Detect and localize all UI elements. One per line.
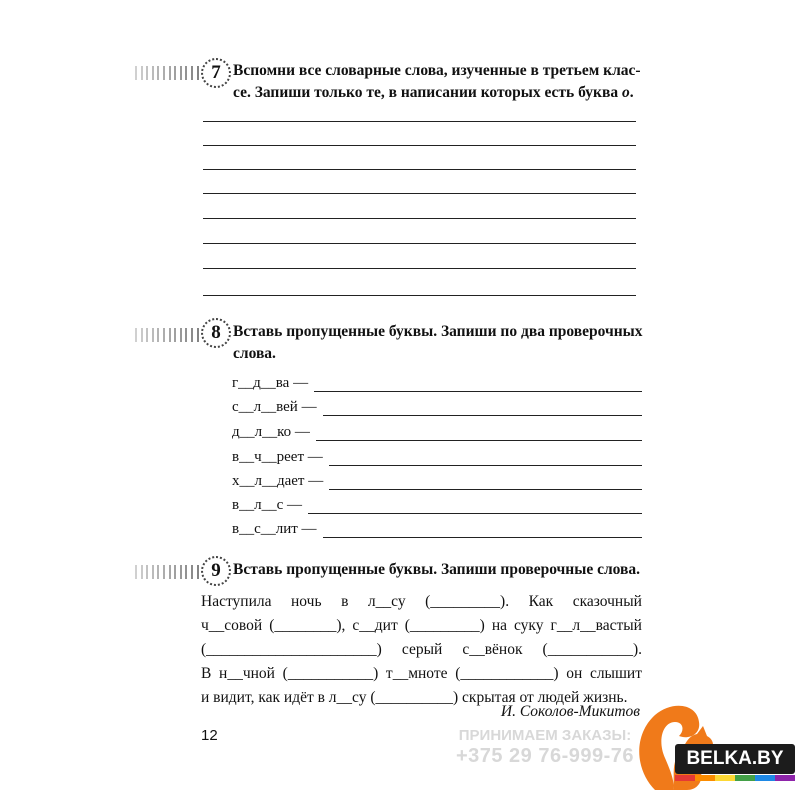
paragraph-word: л__су [367, 593, 406, 610]
paragraph-word: Наступила [201, 593, 272, 610]
word-with-gaps: х__л__дает — [232, 473, 324, 489]
word-with-gaps: с__л__вей — [232, 399, 317, 415]
stripe [141, 565, 143, 579]
paragraph-word: на [491, 617, 507, 634]
word-with-gaps: в__с__лит — [232, 521, 317, 537]
paragraph-word: с__дит [352, 617, 398, 634]
stripe [135, 565, 137, 579]
paragraph-word: (___________). [542, 641, 642, 658]
word-with-gaps: в__ч__реет — [232, 449, 323, 465]
task-number-badge: 7 [201, 58, 231, 88]
stripe [157, 565, 159, 579]
answer-line[interactable] [203, 295, 636, 296]
paragraph-word: он [566, 665, 583, 682]
answer-line[interactable] [203, 218, 636, 219]
paragraph-word: слышит [589, 665, 642, 682]
answer-line[interactable] [314, 379, 642, 392]
stripe [180, 328, 182, 342]
paragraph-word: и видит, как идёт в л__су (__________) скрытая от людей жизнь. [201, 689, 628, 706]
answer-line[interactable] [203, 121, 636, 122]
stripe [157, 66, 159, 80]
task-7-instruction [233, 60, 641, 104]
task-8-instruction [233, 321, 642, 365]
stripe [191, 565, 193, 579]
stripe [174, 66, 176, 80]
paragraph-word: Как [528, 593, 554, 610]
watermark-phone: +375 29 76-999-76 [455, 745, 635, 767]
word-row [232, 518, 642, 538]
paragraph-word: в [341, 593, 349, 610]
answer-line[interactable] [323, 525, 642, 538]
stripe [141, 328, 143, 342]
task-7-letter: о [621, 84, 630, 101]
word-row [232, 396, 642, 416]
stripe [157, 328, 159, 342]
answer-line[interactable] [308, 501, 642, 514]
paragraph-line [201, 662, 642, 686]
answer-line[interactable] [203, 193, 636, 194]
word-with-gaps: г__д__ва — [232, 375, 309, 391]
paragraph-word: (____________) [455, 665, 559, 682]
task-marker-stripes [135, 328, 201, 342]
word-row [232, 372, 642, 392]
stripe [152, 565, 154, 579]
stripe [174, 565, 176, 579]
word-row [232, 421, 642, 441]
stripe [163, 328, 165, 342]
stripe [163, 66, 165, 80]
stripe [185, 328, 187, 342]
stripe [152, 66, 154, 80]
paragraph-word: с__вёнок [462, 641, 523, 658]
stripe [197, 565, 199, 579]
task-7-line-2: се. Запиши только те, в написании которых есть буква о. [233, 84, 634, 101]
task-number-badge: 9 [201, 556, 231, 586]
word-with-gaps: д__л__ко — [232, 424, 310, 440]
stripe [191, 66, 193, 80]
task-7-line-1: Вспомни все словарные слова, изученные в третьем клас- [233, 62, 641, 79]
stripe [135, 66, 137, 80]
brand-rainbow-stripe [675, 775, 795, 781]
answer-line[interactable] [203, 169, 636, 170]
task-number-badge: 8 [201, 318, 231, 348]
stripe [197, 328, 199, 342]
task-8-line-1: Вставь пропущенные буквы. Запиши по два проверочных [233, 323, 643, 340]
answer-line[interactable] [316, 428, 642, 441]
paragraph-word: В [201, 665, 212, 682]
stripe [197, 66, 199, 80]
answer-line[interactable] [329, 453, 642, 466]
task-9-line-1: Вставь пропущенные буквы. Запиши проверочные слова. [233, 561, 641, 578]
task-marker-stripes [135, 66, 201, 80]
stripe [180, 565, 182, 579]
paragraph-word: (_________). [425, 593, 510, 610]
answer-line[interactable] [323, 403, 642, 416]
stripe [135, 328, 137, 342]
paragraph-word: (_________) [404, 617, 485, 634]
task-9-instruction [233, 559, 640, 581]
paragraph-word: серый [401, 641, 443, 658]
page-number: 12 [201, 727, 218, 744]
stripe [169, 66, 171, 80]
paragraph-word: н__чной [219, 665, 275, 682]
stripe [146, 66, 148, 80]
word-row [232, 446, 642, 466]
paragraph-word: (________), [269, 617, 346, 634]
paragraph-word: ч__совой [201, 617, 263, 634]
paragraph-word: суку [514, 617, 544, 634]
stripe [185, 66, 187, 80]
stripe [169, 565, 171, 579]
stripe [163, 565, 165, 579]
word-with-gaps: в__л__с — [232, 497, 302, 513]
stripe [152, 328, 154, 342]
watermark-orders-label: ПРИНИМАЕМ ЗАКАЗЫ: [458, 727, 632, 744]
text-author: И. Соколов-Микитов [500, 703, 640, 720]
answer-line[interactable] [203, 145, 636, 146]
answer-line[interactable] [203, 243, 636, 244]
task-marker-stripes [135, 565, 201, 579]
task-8-line-2: слова. [233, 345, 276, 362]
stripe [141, 66, 143, 80]
paragraph-word: (______________________) [201, 641, 382, 658]
stripe [169, 328, 171, 342]
paragraph-line [201, 638, 642, 662]
stripe [180, 66, 182, 80]
paragraph-word: сказочный [572, 593, 642, 610]
task-9-paragraph [201, 590, 642, 710]
answer-line[interactable] [203, 268, 636, 269]
answer-line[interactable] [329, 477, 642, 490]
paragraph-line [201, 614, 642, 638]
stripe [185, 565, 187, 579]
paragraph-word: т__мноте [385, 665, 448, 682]
watermark-text [455, 726, 635, 766]
stripe [146, 565, 148, 579]
word-row [232, 494, 642, 514]
paragraph-word: (___________) [282, 665, 379, 682]
brand-badge: BELKA.BY [675, 744, 795, 774]
stripe [191, 328, 193, 342]
paragraph-word: г__л__вастый [550, 617, 642, 634]
paragraph-word: ночь [291, 593, 322, 610]
paragraph-line [201, 590, 642, 614]
word-row [232, 470, 642, 490]
stripe [146, 328, 148, 342]
stripe [174, 328, 176, 342]
